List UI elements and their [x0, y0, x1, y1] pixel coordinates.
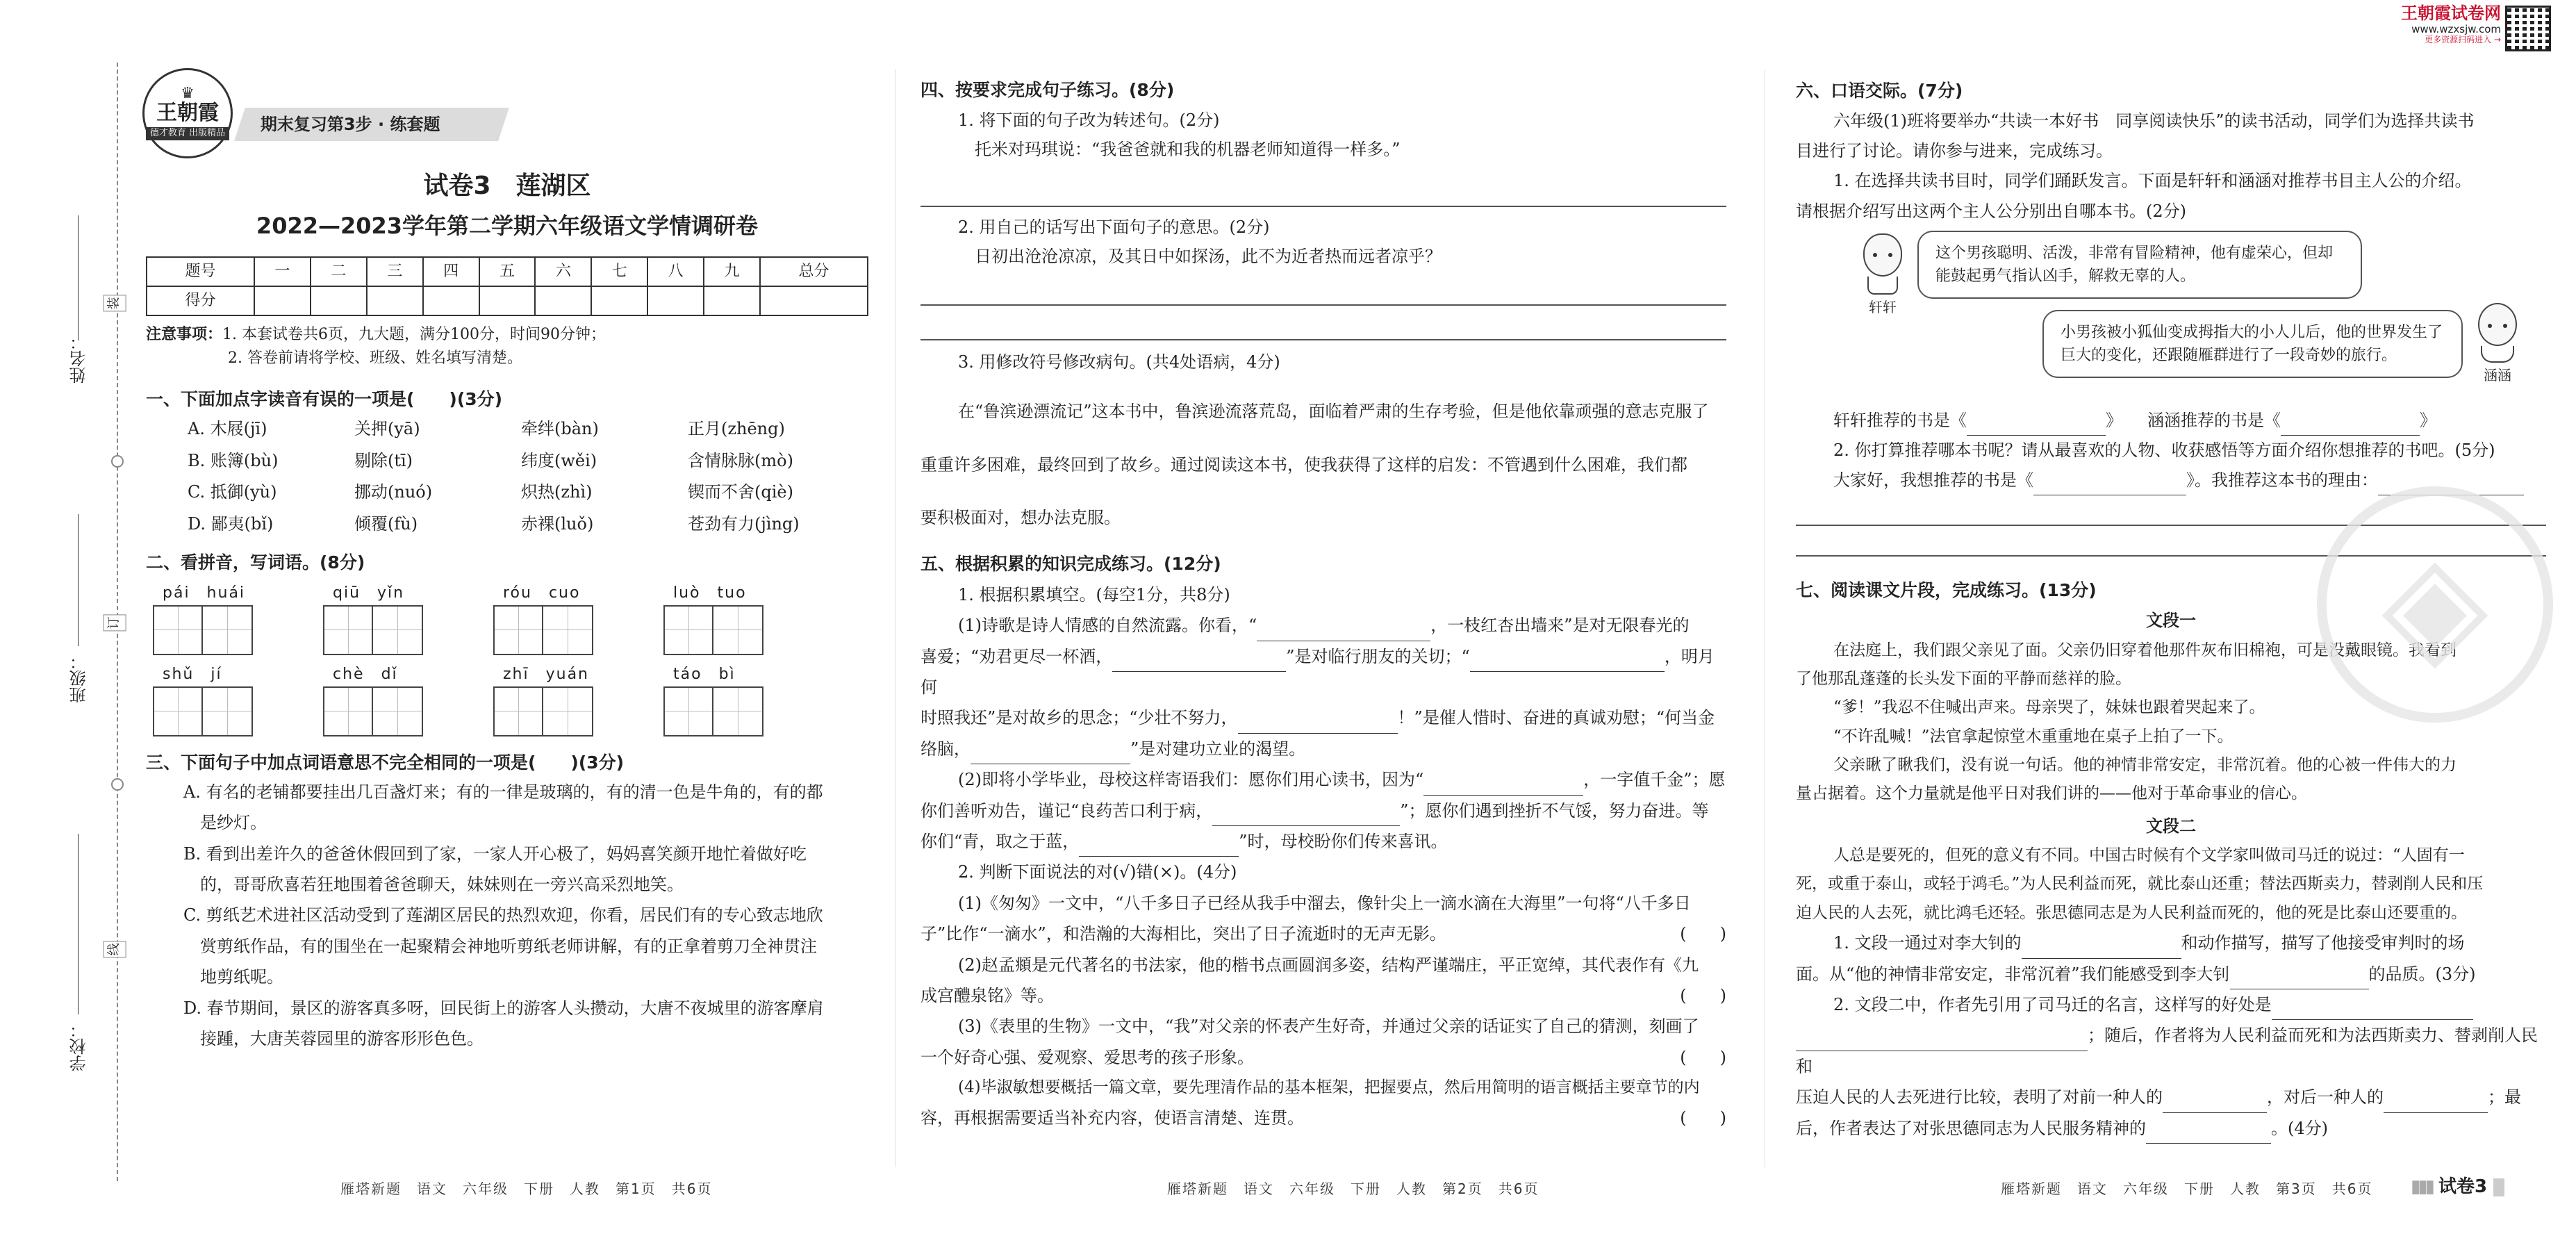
q1-option-word: 剔除(tī): [354, 450, 413, 470]
text: 2. 文段二中，作者先引用了司马迁的名言，这样写的好处是: [1833, 994, 2272, 1014]
q3-option-a: A. 有名的老铺都要挂出几百盏灯来；有的一律是玻璃的，有的清一色是牛角的，有的都: [183, 782, 823, 802]
blank[interactable]: [2230, 971, 2369, 989]
blank[interactable]: [2163, 1095, 2267, 1113]
text: ，明月何: [920, 646, 1715, 698]
score-input-cell[interactable]: [423, 286, 479, 315]
q5-title: 五、根据积累的知识完成练习。(12分): [920, 554, 1221, 575]
passage-1-title: 文段一: [2146, 611, 2196, 631]
passage-2: [1796, 841, 2546, 928]
speaker-name: 轩轩: [1869, 298, 1897, 315]
q5-fill-1-cont: [920, 734, 1726, 764]
score-header-cell: 一: [254, 257, 311, 286]
text: ；随后，作者将为人民利益而死和为法西斯卖力、替剥削人民和: [1796, 1026, 2538, 1076]
text: (1)诗歌是诗人情感的自然流露。你看，“: [958, 616, 1257, 636]
score-header-cell: 九: [704, 257, 760, 286]
exam-tag: [2411, 1173, 2504, 1202]
writing-grid: [663, 686, 827, 736]
q6-s1: 请根据介绍写出这两个主人公分别出自哪本书。(2分): [1796, 201, 2186, 221]
writing-box[interactable]: [663, 605, 713, 655]
passage-text: “爹！”我忍不住喊出声来。母亲哭了，妹妹也跟着哭起来了。: [1833, 698, 2265, 717]
q3-option-d: D. 春节期间，景区的游客真多呀，回民街上的游客人头攒动，大唐不夜城里的游客摩肩: [183, 998, 824, 1018]
pinyin-text: pái huái: [163, 584, 246, 602]
q6-intro: 目进行了讨论。请你参与进来，完成练习。: [1796, 141, 2113, 161]
q5-fill-2-cont: [920, 826, 1726, 857]
q3-option-d-cont: 接踵，大唐芙蓉园里的游客形形色色。: [200, 1029, 484, 1049]
q3-option-c-cont: 赏剪纸作品，有的围坐在一起聚精会神地听剪纸老师讲解，有的正拿着剪刀全神贯注: [200, 936, 817, 956]
pinyin-row: [146, 581, 868, 655]
pinyin-text: luò tuo: [673, 584, 747, 602]
judge-item: (2)赵孟頫是元代著名的书法家，他的楷书点画圆润多姿，结构严谨端庄，平正宽绰，其代表作有《九: [958, 955, 1699, 975]
writing-box[interactable]: [373, 605, 423, 655]
site-watermark: [2383, 4, 2501, 45]
text: 你们“青，取之于蓝，: [920, 832, 1080, 852]
name-field: [66, 334, 94, 431]
punch-hole: [111, 455, 124, 468]
logo-text: 王朝霞: [156, 101, 219, 126]
name-line: [78, 215, 79, 340]
brand-logo: [142, 68, 233, 158]
score-input-cell[interactable]: [535, 286, 591, 315]
speaker-name: 涵涵: [2484, 366, 2511, 384]
passage-text: 人总是要死的，但死的意义有不同。中国古时候有个文学家叫做司马迁的说过：“人固有一: [1833, 846, 2465, 865]
q4-s3: 3. 用修改符号修改病句。(共4处语病，4分): [958, 352, 1280, 372]
score-input-cell[interactable]: [479, 286, 536, 315]
answer-paren[interactable]: ( ): [1680, 985, 1726, 1005]
text: 的品质。(3分): [2368, 964, 2476, 984]
q1-option-word: 正月(zhēng): [688, 419, 785, 439]
q5-s1: 1. 根据积累填空。(每空1分，共8分): [958, 584, 1230, 604]
sick-sentence: 要积极面对，想办法克服。: [920, 508, 1121, 528]
passage-text: 在法庭上，我们跟父亲见了面。父亲仍旧穿着他那件灰布旧棉袍，可是没戴眼镜。我看到: [1833, 641, 2457, 659]
text: 面。从“他的神情非常安定，非常沉着”我们能感受到李大钊: [1796, 964, 2230, 984]
pinyin-item: [316, 662, 486, 736]
class-label: 班级：: [69, 653, 89, 703]
judge-item-cont: [920, 1042, 1726, 1073]
blank[interactable]: [2384, 1095, 2488, 1113]
text: 》。我推荐这本书的理由：: [2186, 470, 2378, 491]
site-slogan: 更多资源扫码进入 →: [2425, 34, 2501, 44]
writing-grid: [153, 605, 316, 655]
q1-option-row: [146, 445, 868, 477]
banner-text: 期末复习第3步 · 练套题: [261, 114, 440, 134]
crown-icon: ♛: [181, 85, 195, 103]
text: (2)即将小学毕业，母校这样寄语我们：愿你们用心读书，因为“: [958, 770, 1424, 790]
q5-fill-1-cont: [920, 702, 1726, 733]
score-input-cell[interactable]: [760, 286, 868, 315]
score-header-cell: 五: [479, 257, 536, 286]
site-name: 王朝霞试卷网: [2401, 3, 2501, 23]
score-table: [146, 256, 868, 316]
q1-option-word: 牵绊(bàn): [521, 419, 599, 439]
text: 和动作描写，描写了他接受审判时的场: [2181, 933, 2465, 953]
text: 。(4分): [2271, 1118, 2328, 1138]
passage-text: 迫人民的人去死，就比鸿毛还轻。张思德同志是为人民利益而死的，他的死是比泰山还要重的。: [1796, 903, 2467, 922]
q5-fill-2: [920, 764, 1726, 795]
girl-avatar: [2473, 303, 2522, 388]
notes-label: 注意事项：: [146, 325, 223, 343]
text: ，一枝红杏出墙来”是对无限春光的: [1430, 616, 1690, 636]
answer-line[interactable]: [920, 310, 1726, 340]
blank[interactable]: [1238, 716, 1398, 734]
writing-box[interactable]: [153, 686, 203, 736]
page-2: [920, 75, 1726, 1187]
q1-option-row: [146, 477, 868, 509]
score-input-cell[interactable]: [704, 286, 760, 315]
q7-t2-cont: [1796, 1113, 2546, 1144]
text: ！”是催人惜时、奋进的真诚劝慰；“何当金: [1397, 708, 1715, 728]
q3-title: 三、下面句子中加点词语意思不完全相同的一项是( )(3分): [146, 752, 625, 773]
q6-intro: 六年级(1)班将要举办“共读一本好书 同享阅读快乐”的读书活动，同学们为选择共读书: [1833, 111, 2475, 131]
page-1: [146, 170, 868, 1243]
q3-option-a-cont: 是纱灯。: [200, 813, 267, 833]
q1-option-word: A. 木屐(jī): [188, 419, 267, 439]
text: 容，再根据需要适当补充内容，使语言清楚、连贯。: [920, 1108, 1304, 1128]
answer-line[interactable]: [1796, 530, 2546, 557]
blank[interactable]: [1423, 777, 1583, 796]
score-header-cell: 八: [647, 257, 704, 286]
score-input-cell[interactable]: [647, 286, 704, 315]
score-header-cell: 题号: [147, 257, 254, 286]
answer-line[interactable]: [920, 176, 1726, 207]
text: 》: [2420, 410, 2436, 430]
q1-option-word: 挪动(nuó): [354, 482, 433, 502]
q3-option-b: B. 看到出差许久的爸爸休假回到了家，一家人开心极了，妈妈喜笑颜开地忙着做好吃: [183, 843, 807, 864]
score-input-cell: 得分: [147, 286, 254, 315]
q6-s2: 2. 你打算推荐哪本书呢？请从最喜欢的人物、收获感悟等方面介绍你想推荐的书吧。(5分): [1833, 440, 2495, 460]
text: ”时，母校盼你们传来喜讯。: [1239, 832, 1448, 852]
text: 时照我还”是对故乡的思念；“少壮不努力，: [920, 708, 1238, 728]
school-label: 学校：: [69, 1021, 89, 1071]
tag-arrows-icon: ▮▮▮: [2411, 1176, 2432, 1197]
blank[interactable]: [1112, 654, 1286, 672]
q4-title: 四、按要求完成句子练习。(8分): [920, 80, 1175, 100]
logo-tag: 德才教育: [149, 128, 186, 139]
girl-face-icon: [2478, 303, 2517, 346]
writing-box[interactable]: [713, 686, 763, 736]
text: 》 涵涵推荐的书是《: [2106, 410, 2281, 430]
score-header-row: [147, 257, 868, 286]
answer-paren[interactable]: ( ): [1680, 924, 1726, 944]
punch-hole: [111, 778, 124, 791]
pinyin-item: [146, 662, 316, 736]
blank[interactable]: [1796, 1033, 2088, 1051]
text: 后，作者表达了对张思德同志为人民服务精神的: [1796, 1118, 2146, 1138]
pinyin-text: zhī yuán: [503, 665, 589, 683]
q4-s2-text: 日初出沧沧凉凉，及其日中如探汤，此不为近者热而远者凉乎？: [975, 246, 1442, 266]
q7-t1-cont: [1796, 959, 2546, 989]
passage-text: 量占据着。这个力量就是他平日对我们讲的——他对于革命事业的信心。: [1796, 784, 2307, 803]
text: ，一字值千金”；愿: [1583, 770, 1726, 790]
sick-sentence: 在“鲁滨逊漂流记”这本书中，鲁滨逊流落荒岛，面临着严肃的生存考验，但是他依靠顽强的意志克服了: [958, 401, 1709, 421]
passage-text: 父亲瞅了瞅我们，没有说一句话。他的神情非常安定，非常沉着。他的心被一件伟大的力: [1833, 756, 2457, 775]
blank[interactable]: [1470, 654, 1665, 672]
writing-box[interactable]: [323, 605, 373, 655]
pinyin-item: [146, 581, 316, 655]
sick-sentence: 重重许多困难，最终回到了故乡。通过阅读这本书，使我获得了这样的启发：不管遇到什么困难，我们都: [920, 454, 1687, 475]
q1-options: [146, 413, 868, 540]
q4-s3-passage: [920, 385, 1726, 545]
judge-item-cont: [920, 980, 1726, 1011]
speech-bubble: 这个男孩聪明、活泼，非常有冒险精神，他有虚荣心，但却能鼓起勇气指认凶手，解救无辜的人。: [1917, 231, 2362, 299]
q7-t2-cont: [1796, 1020, 2546, 1082]
writing-grid: [153, 686, 316, 736]
binding-mark: 装: [104, 295, 126, 311]
writing-box[interactable]: [543, 686, 593, 736]
blank[interactable]: [2146, 1126, 2271, 1144]
passage-1: [1796, 636, 2546, 809]
q7-t2-cont: [1796, 1082, 2546, 1112]
pinyin-text: chè dǐ: [333, 665, 398, 683]
q3-option-c: C. 剪纸艺术进社区活动受到了莲湖区居民的热烈欢迎，你看，居民们有的专心致志地欣: [183, 905, 823, 925]
q5-s2: 2. 判断下面说法的对(√)错(×)。(4分): [958, 862, 1237, 882]
note-2: 2. 答卷前请将学校、班级、姓名填写清楚。: [228, 349, 522, 368]
page-3: [1796, 75, 2546, 1187]
q1-title: 一、下面加点字读音有误的一项是( )(3分): [146, 389, 503, 410]
score-header-cell: 总分: [760, 257, 868, 286]
text: ”；愿你们遇到挫折不气馁，努力奋进。等: [1400, 800, 1709, 821]
q4-s1: 1. 将下面的句子改为转述句。(2分): [958, 110, 1220, 130]
text: ，对后一种人的: [2267, 1087, 2384, 1108]
q7-t1: [1796, 928, 2546, 958]
blank[interactable]: [1079, 839, 1239, 857]
q1-option-word: C. 抵御(yù): [188, 482, 277, 502]
page-footer: 雁塔新题 语文 六年级 下册 人教 第2页 共6页: [1167, 1180, 1539, 1197]
pinyin-item: [657, 662, 827, 736]
text: 子”比作“一滴水”，和浩瀚的大海相比，突出了日子流逝时的无声无影。: [920, 924, 1446, 944]
q1-option-word: 倾覆(fù): [354, 513, 418, 534]
q1-option-word: 含情脉脉(mò): [688, 450, 793, 470]
score-header-cell: 六: [535, 257, 591, 286]
text: 大家好，我想推荐的书是《: [1833, 470, 2033, 491]
q2-title: 二、看拼音，写词语。(8分): [146, 552, 365, 573]
writing-box[interactable]: [203, 605, 253, 655]
exam-tag-label: 试卷3: [2438, 1176, 2488, 1197]
writing-box[interactable]: [493, 686, 543, 736]
site-url: www.wzxsjw.com: [2411, 22, 2501, 35]
boy-face-icon: [1863, 233, 1902, 277]
score-input-cell[interactable]: [367, 286, 423, 315]
q1-option-word: 锲而不舍(qiè): [688, 482, 793, 502]
text: 络脑，: [920, 739, 971, 759]
boy-avatar: [1858, 233, 1907, 320]
q6-s1: 1. 在选择共读书目时，同学们踊跃发言。下面是轩轩和涵涵对推荐书目主人公的介绍。: [1833, 171, 2472, 191]
note-1: 1. 本套试卷共6页，九大题，满分100分，时间90分钟；: [222, 325, 606, 343]
writing-box[interactable]: [373, 686, 423, 736]
girl-body-icon: [2481, 346, 2514, 363]
q6-s2-answer: [1796, 466, 2546, 495]
text: ”是对临行朋友的关切；“: [1286, 646, 1470, 666]
judge-item: (1)《匆匆》一文中，“八千多日子已经从我手中溜去，像针尖上一滴水滴在大海里”一句将“八千多日: [958, 893, 1691, 913]
pinyin-item: [486, 581, 657, 655]
q1-option-word: 苍劲有力(jìng): [688, 513, 800, 534]
passage-text: 死，或重于泰山，或轻于鸿毛。”为人民利益而死，就比泰山还重；替法西斯卖力，替剥削人民和压: [1796, 875, 2484, 894]
passage-text: “不许乱喊！”法官拿起惊堂木重重地在桌子上拍了一下。: [1833, 727, 2234, 746]
q4-s1-text: 托米对玛琪说：“我爸爸就和我的机器老师知道得一样多。”: [975, 139, 1401, 159]
judge-item: (3)《表里的生物》一文中，“我”对父亲的怀表产生好奇，并通过父亲的话证实了自己的猜测，刻画了: [958, 1016, 1699, 1037]
writing-box[interactable]: [663, 686, 713, 736]
text: 1. 文段一通过对李大钊的: [1833, 933, 2022, 953]
answer-line[interactable]: [920, 275, 1726, 306]
writing-grid: [323, 686, 486, 736]
q5-fill-2-cont: [920, 796, 1726, 826]
blank[interactable]: [2281, 418, 2420, 436]
q1-option-word: B. 账簿(bù): [188, 450, 279, 470]
q5-fill-1-cont: [920, 641, 1726, 703]
boy-body-icon: [1867, 277, 1898, 295]
writing-box[interactable]: [713, 605, 763, 655]
pinyin-row: [146, 662, 868, 736]
name-label: 姓名：: [69, 334, 89, 384]
judge-item-cont: [920, 919, 1726, 949]
judge-item-cont: [920, 1103, 1726, 1133]
score-input-cell[interactable]: [591, 286, 647, 315]
writing-grid: [493, 686, 657, 736]
text: 轩轩推荐的书是《: [1833, 410, 1967, 430]
answer-paren[interactable]: ( ): [1680, 1108, 1726, 1128]
blank[interactable]: [1967, 418, 2106, 436]
page-footer: 雁塔新题 语文 六年级 下册 人教 第3页 共6页: [2001, 1180, 2373, 1197]
text: 喜爱；“劝君更尽一杯酒，: [920, 646, 1113, 666]
q4-s2: 2. 用自己的话写出下面句子的意思。(2分): [958, 217, 1270, 237]
blank[interactable]: [1257, 623, 1430, 641]
exam-number: 试卷3 莲湖区: [423, 172, 591, 200]
q1-option-word: 关押(yā): [354, 419, 420, 439]
q6-title: 六、口语交际。(7分): [1796, 81, 1963, 101]
q1-option-word: 纬度(wěi): [521, 450, 597, 470]
q1-option-word: D. 鄙夷(bǐ): [188, 513, 274, 534]
q7-title: 七、阅读课文片段，完成练习。(13分): [1796, 580, 2097, 601]
writing-grid: [493, 605, 657, 655]
class-line: [78, 514, 79, 646]
text: ”是对建功立业的渴望。: [1130, 739, 1306, 759]
school-line: [78, 834, 79, 1014]
passage-2-title: 文段二: [2146, 816, 2196, 836]
exam-title: 2022—2023学年第二学期六年级语文学情调研卷: [256, 212, 759, 239]
text: 成宫醴泉铭》等。: [920, 985, 1054, 1005]
q6-recommend: [1796, 406, 2546, 436]
pinyin-item: [316, 581, 486, 655]
writing-grid: [663, 605, 827, 655]
binding-mark: 订: [104, 614, 126, 631]
q5-fill-1: [920, 610, 1726, 641]
score-input-row: [147, 286, 868, 315]
pinyin-item: [486, 662, 657, 736]
qr-code-icon[interactable]: [2505, 6, 2551, 51]
text: 你们善听劝告，谨记“良药苦口利于病，: [920, 800, 1213, 821]
writing-box[interactable]: [203, 686, 253, 736]
pinyin-text: táo bì: [673, 665, 736, 683]
score-header-cell: 二: [311, 257, 367, 286]
speech-bubble: 小男孩被小狐仙变成拇指大的小人儿后，他的世界发生了巨大的变化，还跟随雁群进行了一段奇妙的旅行。: [2042, 310, 2463, 378]
blank[interactable]: [971, 746, 1130, 764]
text: ；最: [2488, 1087, 2521, 1108]
q1-option-row: [146, 413, 868, 445]
q3-option-b-cont: 的，哥哥欣喜若狂地围着爸爸聊天，妹妹则在一旁兴高采烈地笑。: [200, 875, 684, 895]
score-header-cell: 七: [591, 257, 647, 286]
blank[interactable]: [2033, 477, 2186, 495]
pinyin-text: shǔ jí: [163, 665, 222, 683]
pinyin-item: [657, 581, 827, 655]
dialog-area: [1796, 227, 2546, 400]
writing-box[interactable]: [543, 605, 593, 655]
text: 一个好奇心强、爱观察、爱思考的孩子形象。: [920, 1047, 1254, 1067]
score-input-cell[interactable]: [254, 286, 311, 315]
writing-box[interactable]: [323, 686, 373, 736]
writing-box[interactable]: [153, 605, 203, 655]
logo-tag: 出版精品: [189, 128, 226, 139]
pinyin-text: qiū yǐn: [333, 584, 405, 602]
answer-line[interactable]: [1796, 500, 2546, 526]
pinyin-text: róu cuo: [503, 584, 581, 602]
passage-text: 了他那乱蓬蓬的长头发下面的平静而慈祥的脸。: [1796, 669, 2131, 688]
writing-box[interactable]: [493, 605, 543, 655]
q1-option-word: 炽热(zhì): [521, 482, 593, 502]
q3-option-c-cont: 地剪纸呢。: [200, 967, 283, 987]
judge-item: (4)毕淑敏想要概括一篇文章，要先理清作品的基本框架，把握要点，然后用简明的语言概括主要章节的内: [958, 1078, 1700, 1097]
blank[interactable]: [2272, 1002, 2473, 1020]
q7-t2: [1796, 989, 2546, 1020]
writing-grid: [323, 605, 486, 655]
q1-option-word: 赤裸(luǒ): [521, 513, 594, 534]
score-header-cell: 三: [367, 257, 423, 286]
page-footer: 雁塔新题 语文 六年级 下册 人教 第1页 共6页: [340, 1180, 713, 1197]
q3-options: [146, 777, 868, 1055]
tag-bar-icon: [2493, 1178, 2504, 1196]
score-header-cell: 四: [423, 257, 479, 286]
q1-option-row: [146, 509, 868, 541]
step-banner: [234, 108, 509, 141]
answer-paren[interactable]: ( ): [1680, 1047, 1726, 1067]
blank[interactable]: [2378, 477, 2524, 495]
notes: [146, 323, 868, 370]
blank[interactable]: [2022, 941, 2181, 959]
seal-glyph-icon: ◈: [2381, 523, 2488, 685]
score-input-cell[interactable]: [311, 286, 367, 315]
binding-mark: 线: [104, 941, 126, 957]
blank[interactable]: [1212, 808, 1400, 826]
text: 压迫人民的人去死进行比较，表明了对前一种人的: [1796, 1087, 2163, 1108]
